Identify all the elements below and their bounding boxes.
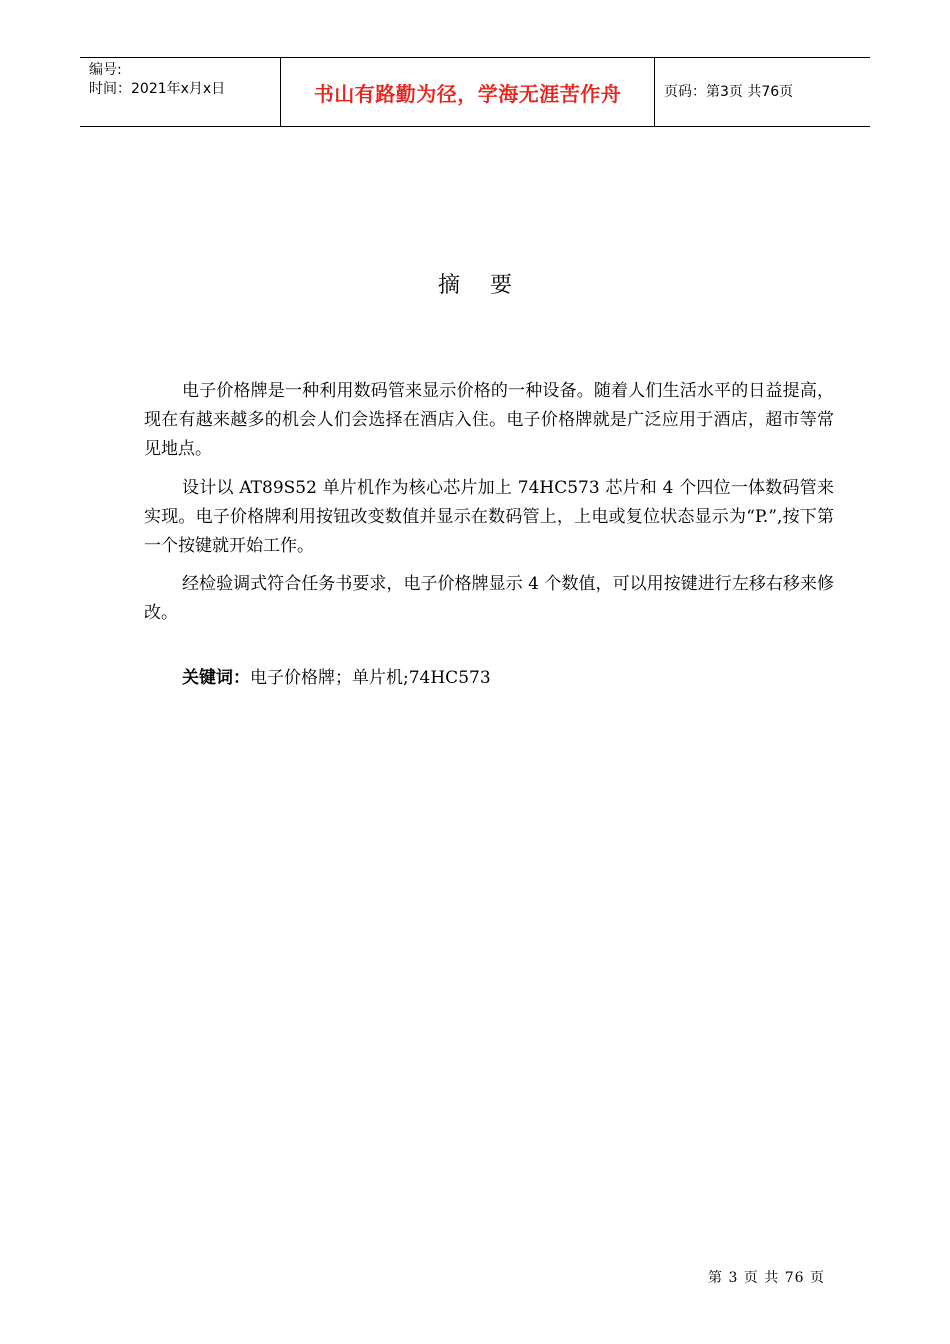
header-motto-cell [281,58,655,126]
time-label: 时间：2021年x月x日 [89,81,226,97]
keywords-line [182,664,491,693]
keywords-value: 电子价格牌；单片机;74HC573 [250,668,491,688]
page-info: 页码：第3页 共76页 [664,84,794,100]
page-footer: 第 3 页 共 76 页 [708,1270,825,1286]
code-label: 编号: [89,62,122,78]
header-left-cell [80,58,281,126]
abstract-paragraph-2: 设计以 AT89S52 单片机作为核心芯片加上 74HC573 芯片和 4 个四位一体数码管来实现。电子价格牌利用按钮改变数值并显示在数码管上，上电或复位状态显示为“P.”,按下第一个按键就开始工作。 [144,478,834,556]
keywords-label: 关键词： [182,668,250,688]
abstract-title: 摘要 [437,273,542,298]
header-right-cell [655,58,870,126]
abstract-paragraph-3: 经检验调式符合任务书要求，电子价格牌显示 4 个数值，可以用按键进行左移右移来修改。 [144,574,834,623]
page-header [80,57,870,127]
motto-text: 书山有路勤为径，学海无涯苦作舟 [313,81,622,106]
abstract-paragraph-1: 电子价格牌是一种利用数码管来显示价格的一种设备。随着人们生活水平的日益提高，现在有越来越多的机会人们会选择在酒店入住。电子价格牌就是广泛应用于酒店，超市等常见地点。 [144,381,834,459]
